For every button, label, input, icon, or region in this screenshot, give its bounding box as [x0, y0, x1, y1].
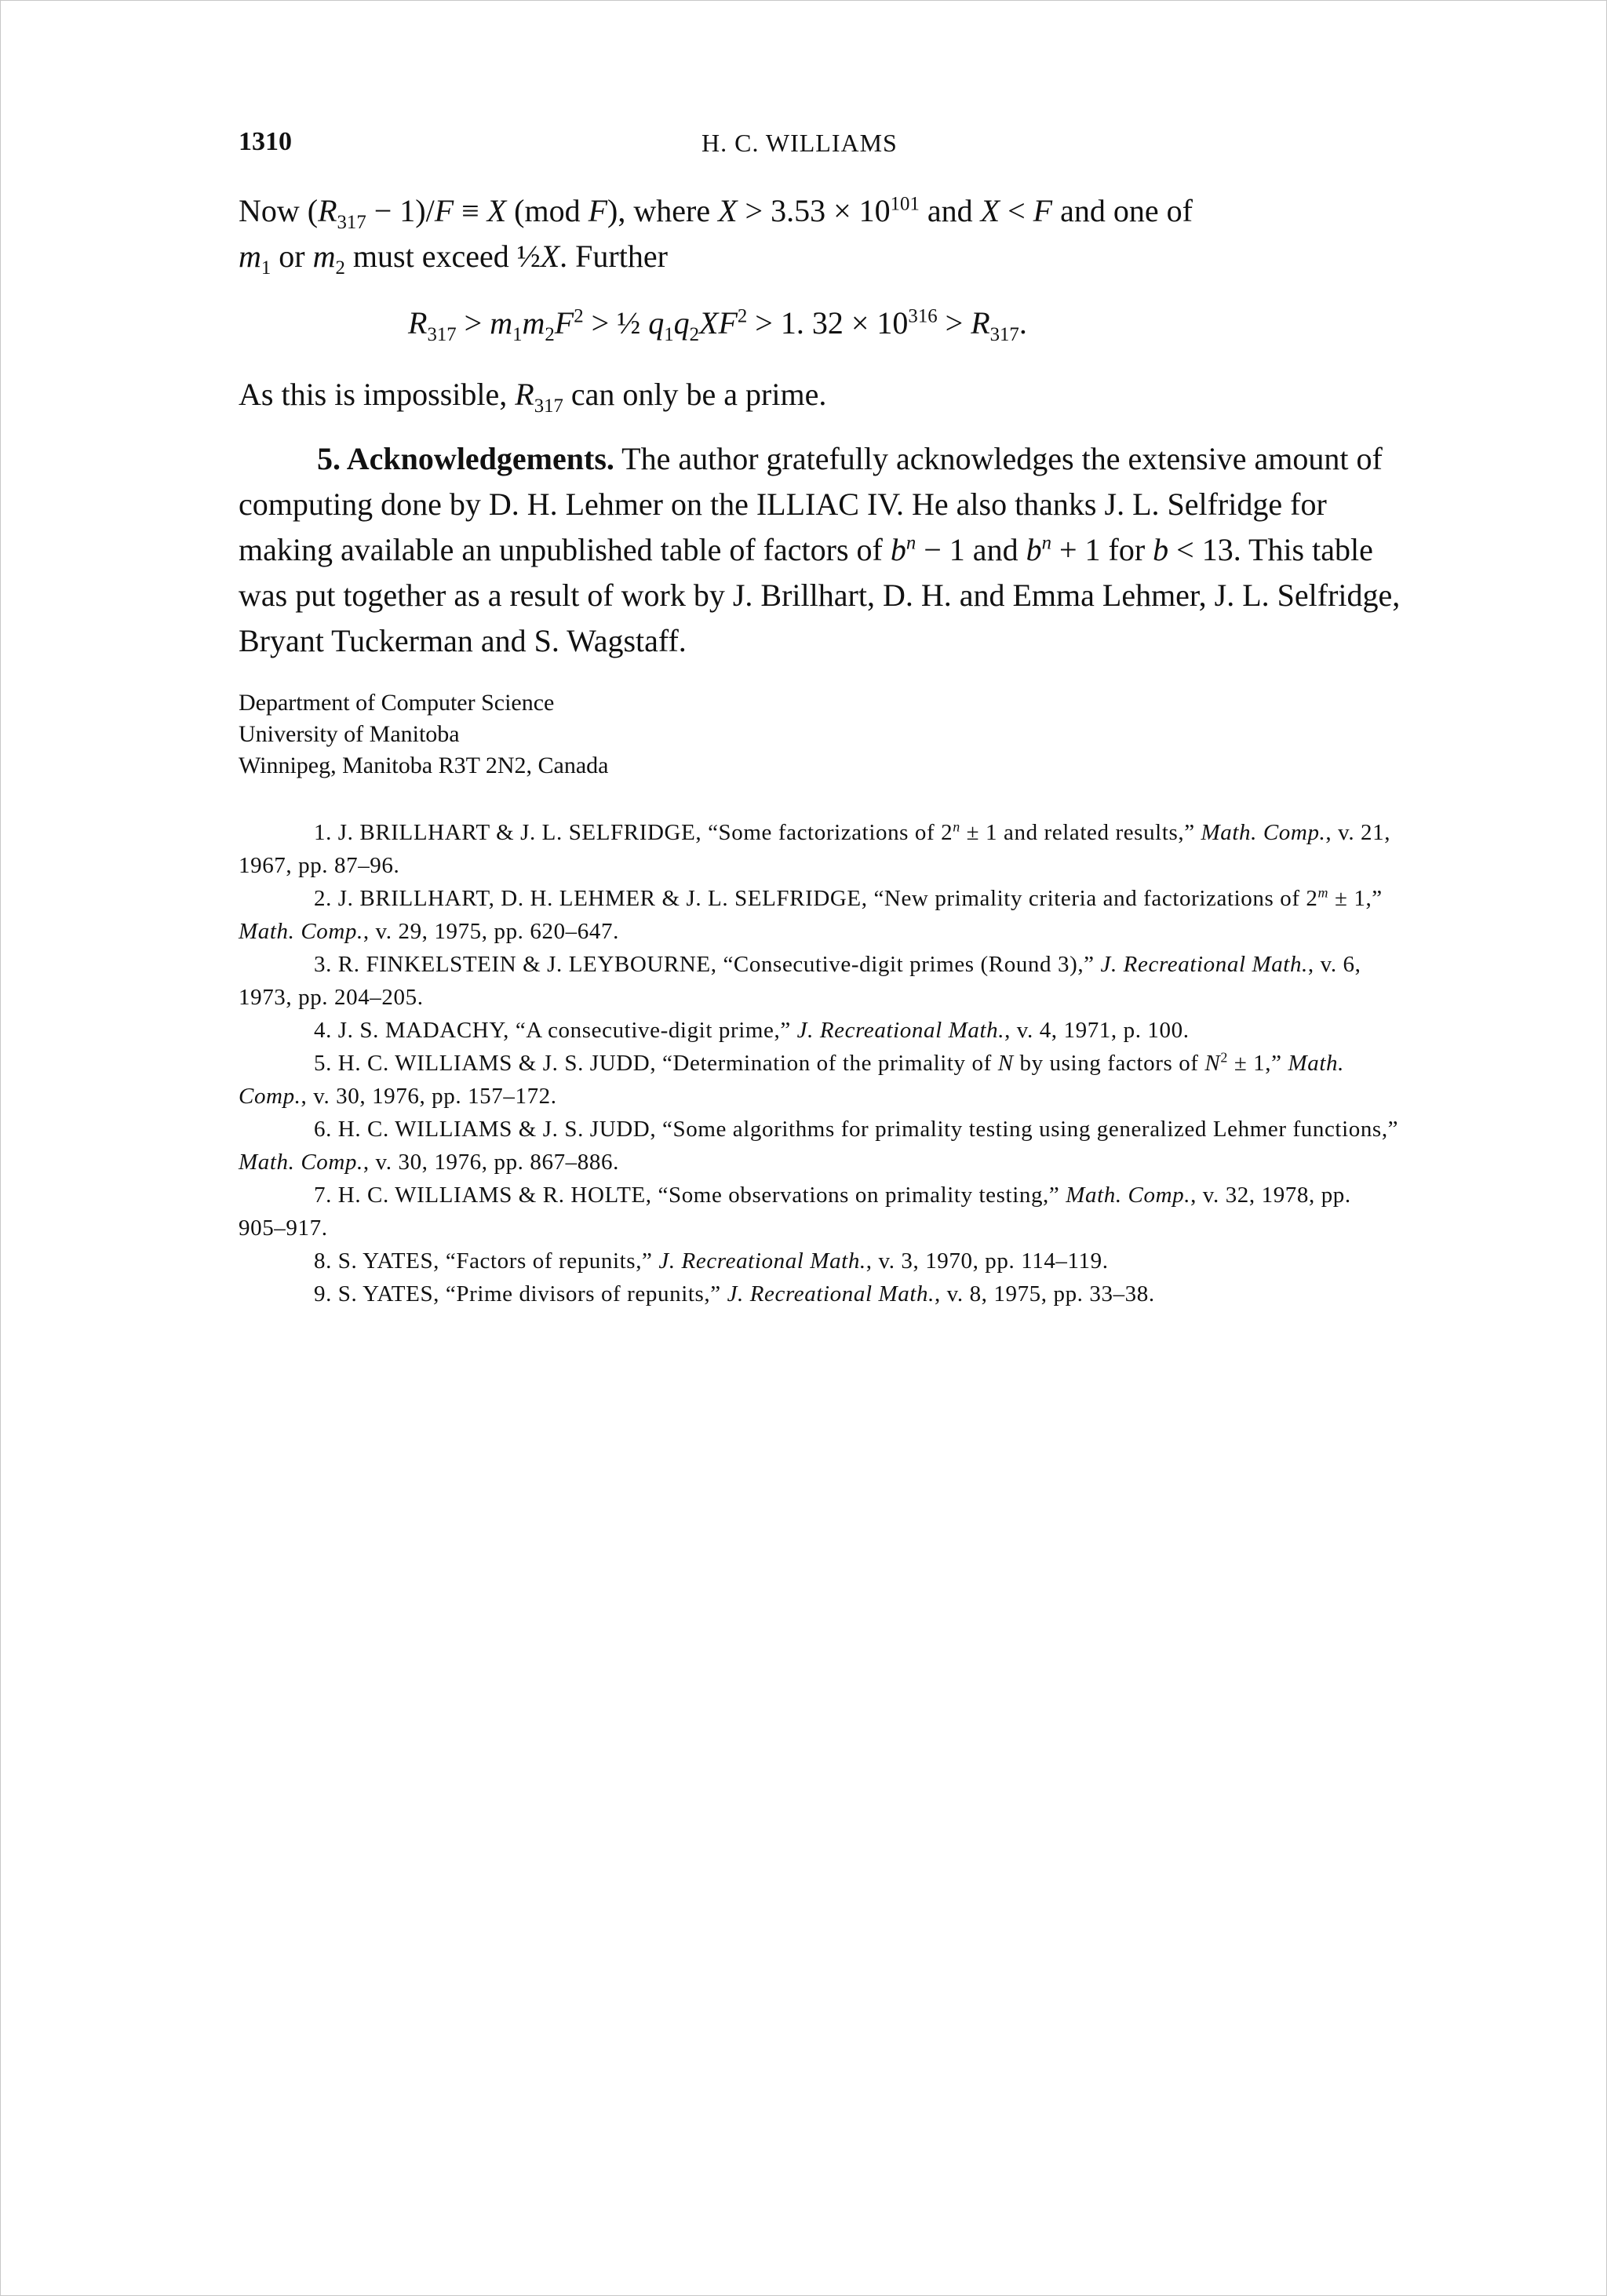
- math-var: b: [890, 532, 906, 567]
- text-run: , v. 30, 1976, pp. 867–886.: [363, 1150, 619, 1175]
- text-run: 4. J. S. MADACHY, “A consecutive-digit prime,”: [314, 1018, 797, 1043]
- math-var: m: [239, 239, 261, 274]
- journal-title: Math. Comp.: [239, 1051, 1344, 1109]
- math-subscript: 317: [989, 324, 1019, 345]
- text-run: >: [937, 305, 971, 341]
- math-subscript: 1: [512, 324, 523, 345]
- section-heading: 5. Acknowledgements.: [317, 441, 614, 476]
- math-var: F: [434, 193, 454, 228]
- journal-title: Math. Comp.: [1066, 1183, 1191, 1208]
- math-subscript: 1: [261, 257, 271, 279]
- reference-item: [239, 816, 1400, 882]
- math-exponent: m: [1317, 884, 1329, 901]
- text-run: , v. 30, 1976, pp. 157–172.: [301, 1084, 557, 1109]
- text-run: 2. J. BRILLHART, D. H. LEHMER & J. L. SELFRIDGE, “New primality criteria and factorizations of 2: [314, 886, 1318, 911]
- text-run: ± 1,”: [1328, 886, 1383, 911]
- text-run: , v. 8, 1975, pp. 33–38.: [934, 1281, 1155, 1307]
- text-run: < 13. This table was put together as a result of work by J. Brillhart, D. H. and Emma Lehmer, J. L. Selfridge, Bryant Tuckerman and S. Wagstaff.: [239, 532, 1401, 658]
- text-run: > 3.53 × 10: [737, 193, 891, 228]
- text-run: , v. 6, 1973, pp. 204–205.: [239, 952, 1361, 1010]
- text-run: ), where: [607, 193, 719, 228]
- math-var: m: [312, 239, 336, 274]
- math-var: R: [408, 305, 428, 341]
- math-var: R: [515, 377, 534, 412]
- math-var: N: [997, 1051, 1014, 1076]
- intro-paragraph: [239, 188, 1401, 279]
- references-list: [239, 816, 1400, 1310]
- text-run: Now (: [239, 193, 319, 228]
- reference-item: [239, 1277, 1400, 1310]
- math-var: X: [718, 193, 738, 228]
- math-subscript: 2: [689, 324, 700, 345]
- journal-title: J. Recreational Math.: [1100, 952, 1308, 977]
- math-var: q: [673, 305, 690, 341]
- math-exponent: n: [1041, 532, 1051, 554]
- text-run: ± 1 and related results,”: [960, 820, 1201, 845]
- text-run: > ½: [583, 305, 649, 341]
- text-run: , v. 3, 1970, pp. 114–119.: [865, 1248, 1109, 1274]
- journal-title: J. Recreational Math.: [658, 1248, 866, 1274]
- reference-item: [239, 1113, 1400, 1179]
- text-run: , v. 21, 1967, pp. 87–96.: [239, 820, 1391, 878]
- math-subscript: 1: [664, 324, 674, 345]
- text-run: . Further: [559, 239, 668, 274]
- text-run: ± 1,”: [1227, 1051, 1288, 1076]
- text-run: , v. 29, 1975, pp. 620–647.: [363, 919, 619, 944]
- math-var: X: [540, 239, 560, 274]
- math-var: R: [971, 305, 990, 341]
- math-exponent: 101: [890, 193, 920, 215]
- math-var: X: [486, 193, 507, 228]
- math-exponent: 2: [574, 305, 584, 327]
- paragraph-line: [239, 372, 1401, 417]
- text-run: 1. J. BRILLHART & J. L. SELFRIDGE, “Some factorizations of 2: [314, 820, 953, 845]
- math-var: F: [554, 305, 574, 341]
- text-run: .: [1018, 305, 1027, 341]
- math-var: XF: [699, 305, 738, 341]
- address-line: Department of Computer Science: [239, 690, 555, 716]
- conclusion-paragraph: [239, 372, 1401, 417]
- journal-title: J. Recreational Math.: [796, 1018, 1005, 1043]
- text-run: 5. H. C. WILLIAMS & J. S. JUDD, “Determination of the primality of: [314, 1051, 998, 1076]
- text-run: − 1)/: [366, 193, 435, 228]
- math-var: N: [1204, 1051, 1221, 1076]
- math-subscript: 317: [427, 324, 457, 345]
- reference-item: [239, 948, 1400, 1014]
- display-inequality: [408, 304, 1027, 345]
- journal-title: Math. Comp.: [1201, 820, 1326, 845]
- text-run: and: [919, 193, 981, 228]
- math-var: m: [522, 305, 545, 341]
- paragraph-line-2: [239, 234, 1401, 279]
- text-run: 8. S. YATES, “Factors of repunits,”: [314, 1248, 659, 1274]
- text-run: (mod: [506, 193, 589, 228]
- author-address: [239, 687, 609, 782]
- page-header: [239, 127, 1401, 159]
- text-run: can only be a prime.: [563, 377, 827, 412]
- page-number: 1310: [239, 127, 292, 156]
- text-run: 6. H. C. WILLIAMS & J. S. JUDD, “Some algorithms for primality testing using generalized Lehmer functions,”: [314, 1117, 1399, 1142]
- math-var: F: [1033, 193, 1053, 228]
- math-var: X: [980, 193, 1000, 228]
- math-subscript: 2: [545, 324, 555, 345]
- text-run: >: [456, 305, 490, 341]
- address-line: University of Manitoba: [239, 721, 460, 747]
- journal-title: Math. Comp.: [239, 919, 363, 944]
- reference-item: [239, 1047, 1400, 1113]
- address-line: Winnipeg, Manitoba R3T 2N2, Canada: [239, 753, 609, 778]
- math-subscript: 317: [337, 212, 366, 233]
- math-var: m: [490, 305, 513, 341]
- text-run: or: [271, 239, 313, 274]
- math-subscript: 2: [335, 257, 345, 279]
- journal-title: J. Recreational Math.: [727, 1281, 935, 1307]
- reference-item: [239, 1245, 1400, 1277]
- math-var: F: [588, 193, 608, 228]
- acknowledgements-section: [239, 436, 1401, 664]
- math-exponent: 2: [1220, 1049, 1228, 1066]
- text-run: , v. 4, 1971, p. 100.: [1004, 1018, 1190, 1043]
- text-run: 7. H. C. WILLIAMS & R. HOLTE, “Some observations on primality testing,”: [314, 1183, 1066, 1208]
- math-exponent: 316: [908, 305, 938, 327]
- text-run: by using factors of: [1013, 1051, 1205, 1076]
- text-run: <: [1000, 193, 1033, 228]
- math-var: R: [318, 193, 337, 228]
- math-exponent: n: [953, 818, 960, 835]
- text-run: ≡: [454, 193, 487, 228]
- text-run: The author gratefully acknowledges the extensive amount of computing done by D. H. Lehmer on the ILLIAC IV. He also thanks J. L. Selfridge for making available an unpublished table of factors of: [239, 441, 1383, 567]
- math-exponent: n: [906, 532, 916, 554]
- text-run: + 1 for: [1051, 532, 1153, 567]
- running-head: H. C. WILLIAMS: [701, 129, 898, 157]
- math-subscript: 317: [534, 395, 563, 417]
- math-var: b: [1153, 532, 1169, 567]
- paragraph-line-1: [239, 188, 1401, 234]
- text-run: must exceed ½: [344, 239, 541, 274]
- text-run: , v. 32, 1978, pp. 905–917.: [239, 1183, 1351, 1241]
- text-run: As this is impossible,: [239, 377, 516, 412]
- reference-item: [239, 1179, 1400, 1245]
- acknowledgements-paragraph: [239, 436, 1401, 664]
- text-run: and one of: [1052, 193, 1193, 228]
- text-run: > 1. 32 × 10: [747, 305, 909, 341]
- text-run: 3. R. FINKELSTEIN & J. LEYBOURNE, “Consecutive-digit primes (Round 3),”: [314, 952, 1101, 977]
- math-var: b: [1026, 532, 1042, 567]
- text-run: − 1 and: [916, 532, 1026, 567]
- journal-title: Math. Comp.: [239, 1150, 363, 1175]
- reference-item: [239, 1014, 1400, 1047]
- math-var: q: [648, 305, 665, 341]
- math-exponent: 2: [737, 305, 748, 327]
- reference-item: [239, 882, 1400, 948]
- text-run: 9. S. YATES, “Prime divisors of repunits,”: [314, 1281, 727, 1307]
